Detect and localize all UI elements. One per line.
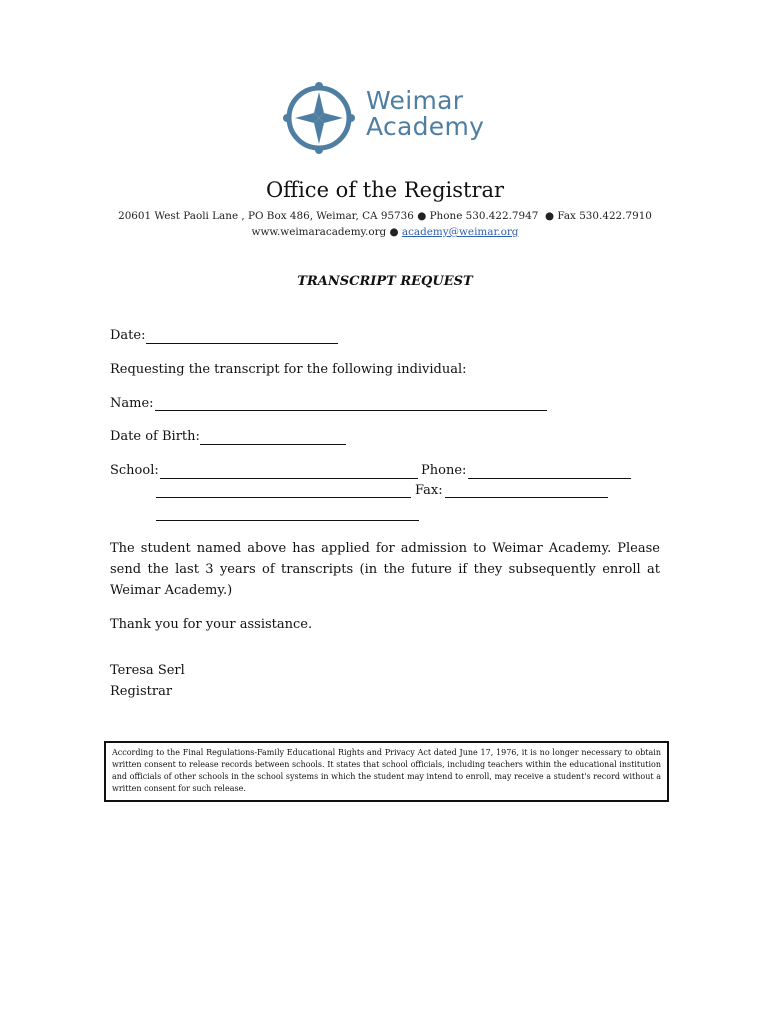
body-paragraph: The student named above has applied for admission to Weimar Academy. Please send the last 3 years of transcripts (in the future if they subsequently enroll at Weimar Academy.) [110,541,660,598]
requesting-text: Requesting the transcript for the following individual: [110,362,467,377]
phone-label: Phone: [421,463,467,478]
date-label: Date: [110,328,146,343]
thanks-text: Thank you for your assistance. [110,617,313,632]
weimar-academy-logo [280,74,500,160]
school-field-line-2[interactable] [156,497,411,498]
logo-wordmark [366,88,484,140]
dob-label: Date of Birth: [110,429,200,444]
website-line [0,226,770,238]
fax-field[interactable] [445,497,608,498]
logo-line-2: Academy [366,112,485,141]
school-label: School: [110,463,159,478]
school-field-line-1[interactable] [160,478,418,479]
address-line: 20601 West Paoli Lane , PO Box 486, Weimar, CA 95736 ● Phone 530.422.7947 ● Fax 530.422.7910 [118,210,652,222]
phone-field[interactable] [468,478,631,479]
name-label: Name: [110,396,154,411]
form-title: TRANSCRIPT REQUEST [297,274,473,289]
signer-title: Registrar [110,684,173,699]
email-link[interactable]: academy@weimar.org [401,226,519,238]
separator-bullet: ● [386,226,402,238]
name-field[interactable] [155,410,547,411]
signer-name: Teresa Serl [110,663,185,678]
dob-field[interactable] [200,444,346,445]
logo-line-1: Weimar [366,86,464,115]
date-field[interactable] [146,343,338,344]
compass-logo-icon [280,76,358,156]
ferpa-notice-box [104,741,669,802]
office-title: Office of the Registrar [265,178,505,202]
ferpa-notice-text: According to the Final Regulations-Family Educational Rights and Privacy Act dated June 17, 1976, it is no longer necessary to obtain written consent to release records between schools. It states that school officials, including teachers within the educational institution and officials of other schools in the school systems in which the student may intend to enroll, may receive a student's record without a written consent for such release. [112,748,661,793]
website-text: www.weimaracademy.org [251,226,387,238]
school-field-line-3[interactable] [156,520,419,521]
fax-label: Fax: [415,483,443,498]
